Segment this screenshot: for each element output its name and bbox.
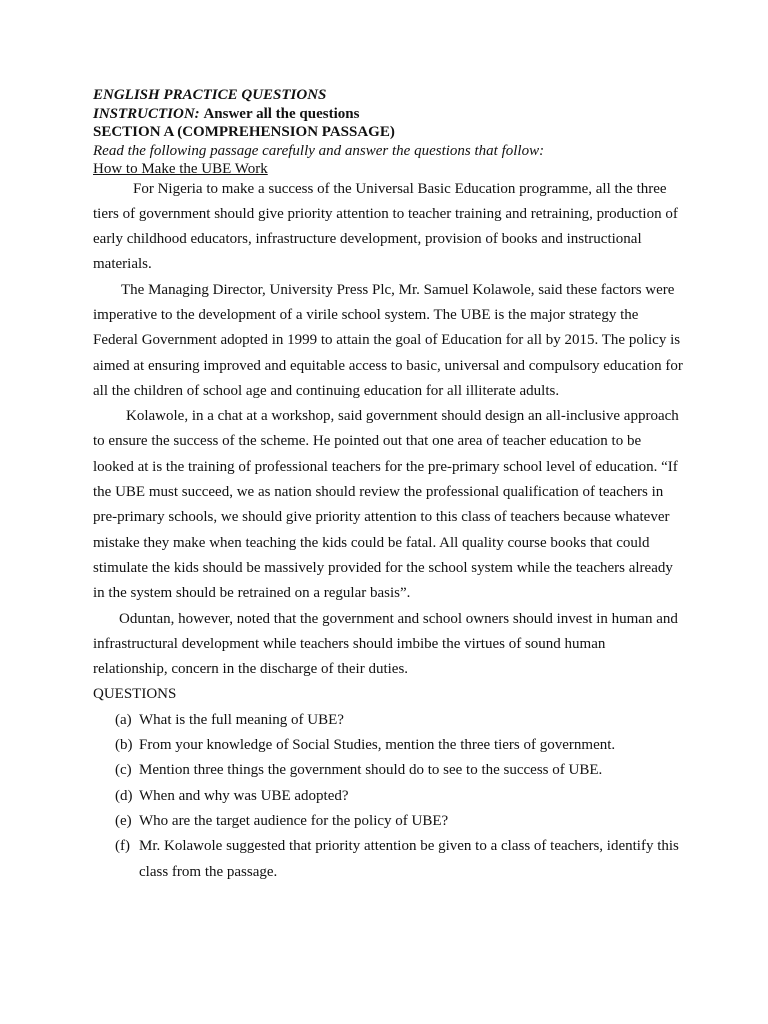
question-label: (d) (115, 787, 133, 804)
instruction-label: INSTRUCTION: (93, 105, 200, 122)
question-item (93, 733, 683, 758)
passage-title: How to Make the UBE Work (93, 161, 268, 177)
question-label: (a) (115, 711, 132, 728)
passage-paragraph-2: The Managing Director, University Press Plc, Mr. Samuel Kolawole, said these factors were imperative to the development of a virile school system. The UBE is the major strategy the Federal Government adopted in 1999 to attain the goal of Education for all by 2015. The policy is aimed at ensuring improved and equitable access to basic, universal and compulsory education for all the children of school age and continuing education for all illiterate adults. (93, 281, 683, 399)
question-label: (b) (115, 737, 133, 754)
question-label: (f) (115, 838, 130, 855)
instruction-line (93, 105, 683, 124)
question-item (93, 758, 683, 783)
document-page (93, 86, 683, 885)
question-text: What is the full meaning of UBE? (139, 711, 344, 728)
question-text: Who are the target audience for the policy of UBE? (139, 812, 449, 829)
question-text: From your knowledge of Social Studies, mention the three tiers of government. (139, 737, 616, 754)
question-text: When and why was UBE adopted? (139, 787, 349, 804)
document-title: ENGLISH PRACTICE QUESTIONS (93, 87, 327, 103)
question-item (93, 784, 683, 809)
question-label: (e) (115, 812, 132, 829)
question-text: Mr. Kolawole suggested that priority attention be given to a class of teachers, identify this class from the passage. (139, 838, 679, 880)
questions-list (93, 708, 683, 885)
question-label: (c) (115, 762, 132, 779)
instruction-text: Answer all the questions (203, 105, 360, 122)
question-item (93, 708, 683, 733)
questions-heading: QUESTIONS (93, 686, 177, 703)
question-text: Mention three things the government should do to see to the success of UBE. (139, 762, 603, 779)
section-directive: Read the following passage carefully and answer the questions that follow: (93, 142, 545, 159)
passage-paragraph-4: Oduntan, however, noted that the government and school owners should invest in human and infrastructural development while teachers should imbibe the virtues of sound human relationship, concern in the discharge of their duties. (93, 610, 678, 678)
question-item (93, 809, 683, 834)
question-item (93, 834, 683, 885)
passage-paragraph-1: For Nigeria to make a success of the Universal Basic Education programme, all the three tiers of government should give priority attention to teacher training and retraining, production of early childhood educators, infrastructure development, provision of books and instructional materials. (93, 180, 678, 273)
passage-paragraph-3: Kolawole, in a chat at a workshop, said government should design an all-inclusive approach to ensure the success of the scheme. He pointed out that one area of teacher education to be looked at is the training of professional teachers for the pre-primary school level of education. “If the UBE must succeed, we as nation should review the professional qualification of teachers in pre-primary schools, we should give priority attention to this class of teachers because whatever mistake they make when teaching the kids could be fatal. All quality course books that could stimulate the kids should be massively provided for the school system while the teachers already in the system should be retrained on a regular basis”. (93, 408, 679, 602)
section-heading: SECTION A (COMPREHENSION PASSAGE) (93, 124, 395, 140)
passage-body (93, 177, 683, 683)
